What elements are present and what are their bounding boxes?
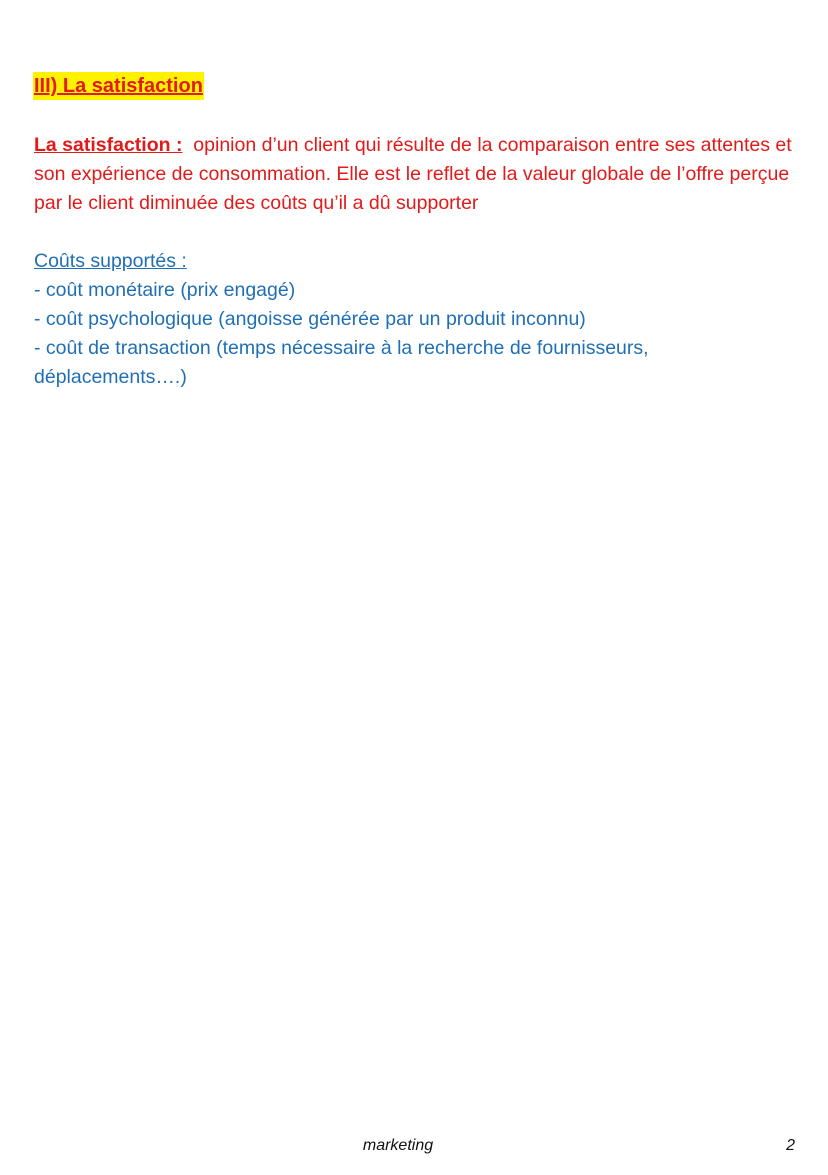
definition-paragraph — [34, 131, 804, 218]
cost-item-psychological: - coût psychologique (angoisse générée par un produit inconnu) — [34, 308, 586, 330]
page-number: 2 — [786, 1137, 795, 1154]
section-heading: III) La satisfaction — [33, 72, 204, 100]
cost-item-transaction: - coût de transaction (temps nécessaire à la recherche de fournisseurs, déplacements….) — [34, 337, 649, 388]
footer-label: marketing — [362, 1137, 434, 1154]
definition-term: La satisfaction : — [34, 134, 183, 156]
costs-section — [34, 247, 804, 392]
cost-item-monetary: - coût monétaire (prix engagé) — [34, 279, 296, 301]
definition-text: opinion d’un client qui résulte de la comparaison entre ses attentes et son expérience de consommation. Elle est le reflet de la valeur globale de l’offre perçue par le client diminuée des coûts qu’il a dû supporter — [34, 134, 792, 214]
costs-title: Coûts supportés : — [34, 250, 187, 272]
